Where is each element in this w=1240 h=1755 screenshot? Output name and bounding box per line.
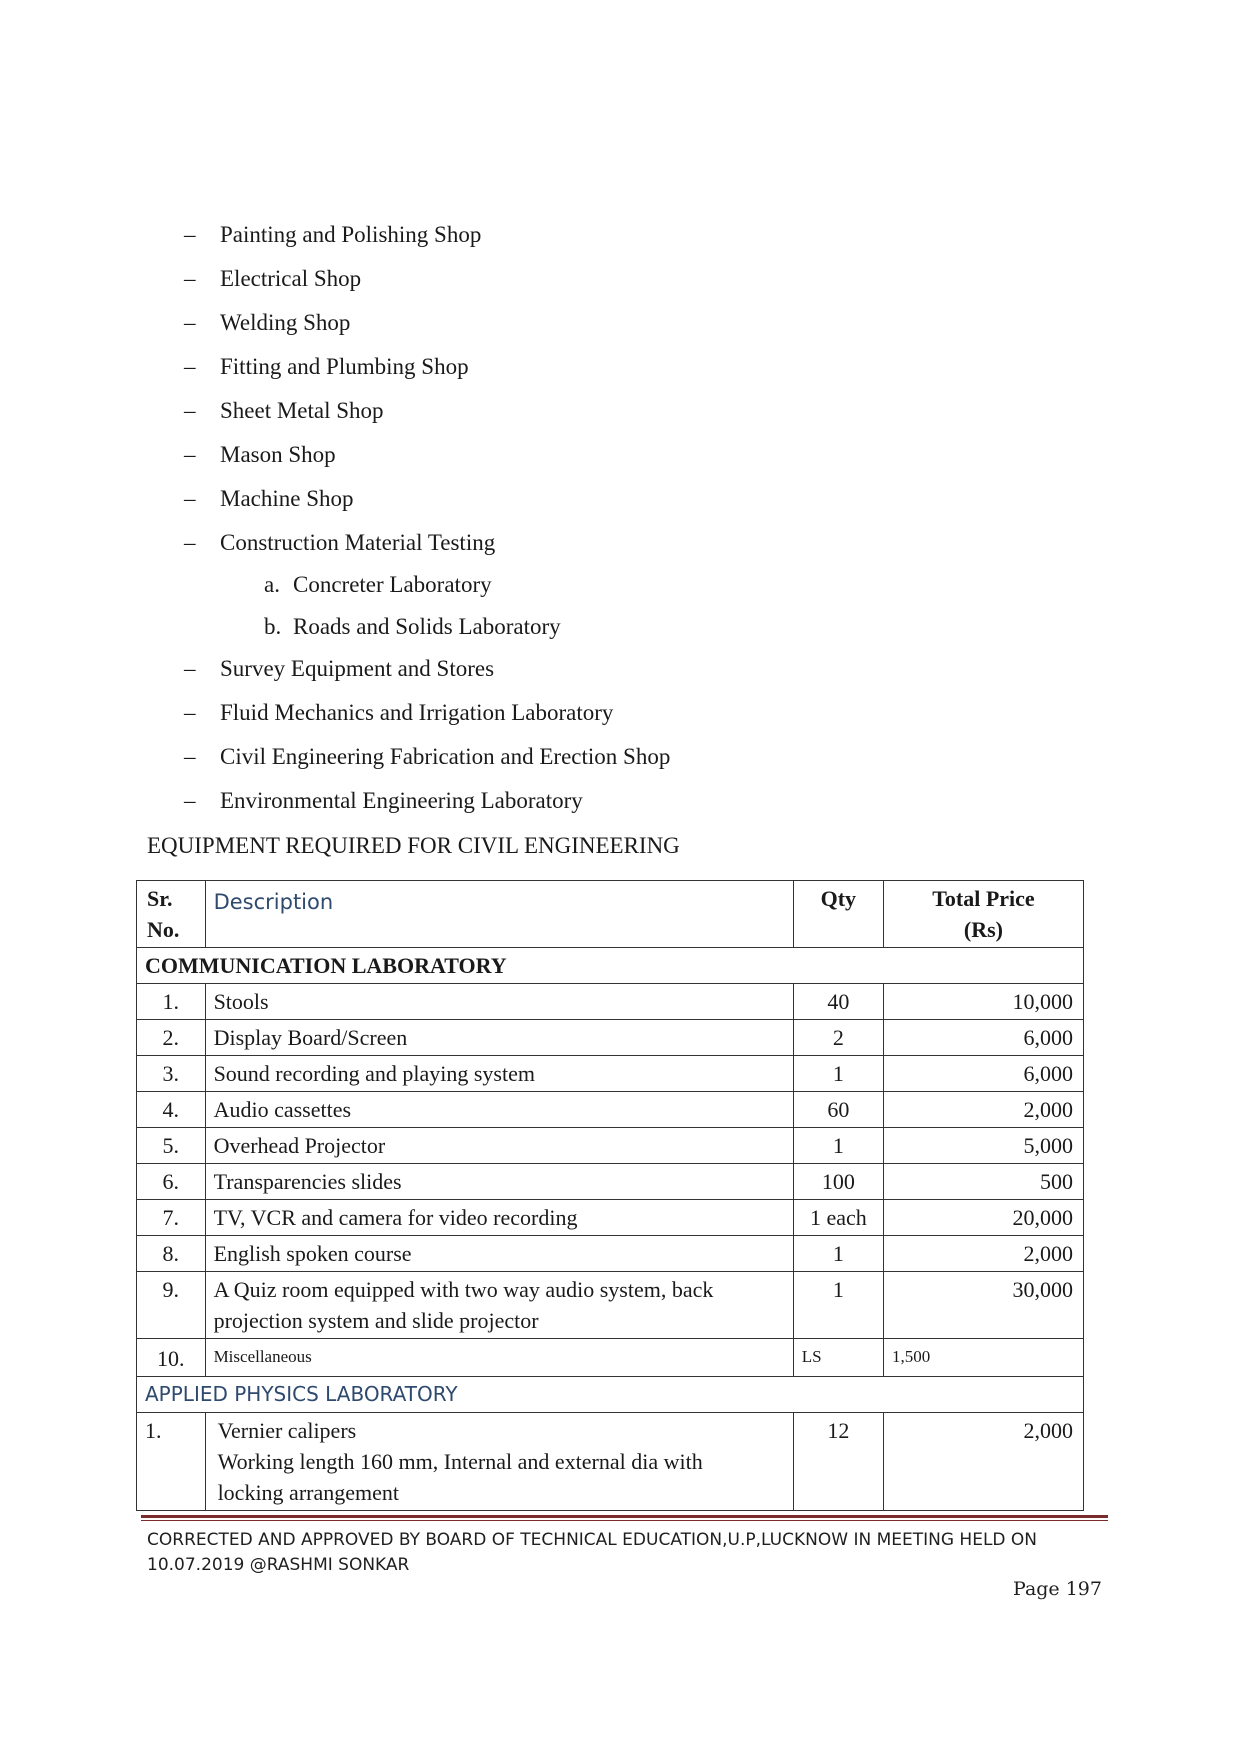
dash-bullet: – bbox=[184, 354, 196, 379]
table-cell: 8. bbox=[137, 1236, 206, 1272]
table-cell: 1,500 bbox=[883, 1339, 1083, 1377]
table-cell: Sound recording and playing system bbox=[205, 1056, 793, 1092]
list-item bbox=[184, 698, 670, 742]
sublist-item-label: Concreter Laboratory bbox=[293, 572, 492, 597]
table-row bbox=[137, 1128, 1084, 1164]
table-cell: 6,000 bbox=[883, 1056, 1083, 1092]
list-item-label: Mason Shop bbox=[220, 442, 336, 467]
table-cell: 1. bbox=[137, 984, 206, 1020]
list-item-label: Electrical Shop bbox=[220, 266, 362, 291]
list-item-label: Painting and Polishing Shop bbox=[220, 222, 482, 247]
dash-bullet: – bbox=[184, 222, 196, 247]
table-row bbox=[137, 1056, 1084, 1092]
table-cell: 4. bbox=[137, 1092, 206, 1128]
table-cell: 2,000 bbox=[883, 1092, 1083, 1128]
table-cell: 10,000 bbox=[883, 984, 1083, 1020]
group-title: COMMUNICATION LABORATORY bbox=[137, 948, 1084, 984]
dash-bullet: – bbox=[184, 486, 196, 511]
dash-bullet: – bbox=[184, 700, 196, 725]
footer-note: CORRECTED AND APPROVED BY BOARD OF TECHNICAL EDUCATION,U.P,LUCKNOW IN MEETING HELD ON 10.07.2019 @RASHMI SONKAR bbox=[147, 1530, 1038, 1575]
list-item bbox=[184, 396, 670, 440]
table-cell: Vernier calipers Working length 160 mm, Internal and external dia with locking arrangement bbox=[205, 1413, 793, 1511]
list-item-label: Fluid Mechanics and Irrigation Laboratory bbox=[220, 700, 614, 725]
header-sr-no: Sr. No. bbox=[137, 881, 206, 948]
table-cell: 1. bbox=[137, 1413, 206, 1511]
header-description: Description bbox=[205, 881, 793, 948]
table-cell: 12 bbox=[793, 1413, 883, 1511]
list-item-label: Machine Shop bbox=[220, 486, 354, 511]
header-qty: Qty bbox=[793, 881, 883, 948]
sublist-item bbox=[184, 612, 670, 654]
table-cell: TV, VCR and camera for video recording bbox=[205, 1200, 793, 1236]
table-cell: 2 bbox=[793, 1020, 883, 1056]
group-title: APPLIED PHYSICS LABORATORY bbox=[137, 1377, 1084, 1413]
table-cell: 500 bbox=[883, 1164, 1083, 1200]
list-item-label: Sheet Metal Shop bbox=[220, 398, 384, 423]
table-row bbox=[137, 1200, 1084, 1236]
table-cell: 1 bbox=[793, 1056, 883, 1092]
sublist-item bbox=[184, 570, 670, 612]
table-row bbox=[137, 1339, 1084, 1377]
table-cell: Overhead Projector bbox=[205, 1128, 793, 1164]
list-item-label: Construction Material Testing bbox=[220, 530, 496, 555]
list-item-label: Environmental Engineering Laboratory bbox=[220, 788, 583, 813]
table-cell: Display Board/Screen bbox=[205, 1020, 793, 1056]
table-cell: A Quiz room equipped with two way audio system, back projection system and slide projector bbox=[205, 1272, 793, 1339]
table-cell: 1 bbox=[793, 1128, 883, 1164]
list-item bbox=[184, 528, 670, 572]
table-cell: 3. bbox=[137, 1056, 206, 1092]
table-cell: 20,000 bbox=[883, 1200, 1083, 1236]
list-item-label: Survey Equipment and Stores bbox=[220, 656, 495, 681]
table-cell: 40 bbox=[793, 984, 883, 1020]
list-item bbox=[184, 742, 670, 786]
table-cell: Stools bbox=[205, 984, 793, 1020]
table-cell: 2,000 bbox=[883, 1236, 1083, 1272]
table-row bbox=[137, 1236, 1084, 1272]
table-row bbox=[137, 1272, 1084, 1339]
list-item bbox=[184, 484, 670, 528]
table-group-row bbox=[137, 948, 1084, 984]
header-total-price: Total Price (Rs) bbox=[883, 881, 1083, 948]
dash-bullet: – bbox=[184, 442, 196, 467]
list-item bbox=[184, 440, 670, 484]
list-item bbox=[184, 654, 670, 698]
dash-bullet: – bbox=[184, 656, 196, 681]
table-cell: 1 bbox=[793, 1236, 883, 1272]
sublist-item-label: Roads and Solids Laboratory bbox=[293, 614, 561, 639]
table-cell: 5,000 bbox=[883, 1128, 1083, 1164]
dash-bullet: – bbox=[184, 310, 196, 335]
table-cell: Transparencies slides bbox=[205, 1164, 793, 1200]
list-item bbox=[184, 352, 670, 396]
table-header-row bbox=[137, 881, 1084, 948]
dash-bullet: – bbox=[184, 398, 196, 423]
sub-mark: a. bbox=[264, 572, 280, 597]
table-cell: English spoken course bbox=[205, 1236, 793, 1272]
table-cell: 9. bbox=[137, 1272, 206, 1339]
footer-divider bbox=[141, 1515, 1108, 1521]
table-row bbox=[137, 984, 1084, 1020]
list-item bbox=[184, 264, 670, 308]
table-cell: 60 bbox=[793, 1092, 883, 1128]
table-row bbox=[137, 1092, 1084, 1128]
list-item bbox=[184, 308, 670, 352]
table-cell: Audio cassettes bbox=[205, 1092, 793, 1128]
list-item bbox=[184, 786, 670, 830]
dash-bullet: – bbox=[184, 266, 196, 291]
table-row bbox=[137, 1413, 1084, 1511]
list-item bbox=[184, 220, 670, 264]
table-cell: 2. bbox=[137, 1020, 206, 1056]
table-group-row bbox=[137, 1377, 1084, 1413]
table-row bbox=[137, 1164, 1084, 1200]
table-cell: 7. bbox=[137, 1200, 206, 1236]
table-cell: 6. bbox=[137, 1164, 206, 1200]
dash-bullet: – bbox=[184, 530, 196, 555]
dash-bullet: – bbox=[184, 788, 196, 813]
dash-bullet: – bbox=[184, 744, 196, 769]
table-cell: 10. bbox=[137, 1339, 206, 1377]
table-cell: 30,000 bbox=[883, 1272, 1083, 1339]
table-row bbox=[137, 1020, 1084, 1056]
table-cell: 5. bbox=[137, 1128, 206, 1164]
table-cell: 2,000 bbox=[883, 1413, 1083, 1511]
table-cell: 1 each bbox=[793, 1200, 883, 1236]
section-heading: EQUIPMENT REQUIRED FOR CIVIL ENGINEERING bbox=[147, 833, 680, 858]
page-number: Page 197 bbox=[1013, 1578, 1102, 1600]
list-item-label: Welding Shop bbox=[220, 310, 351, 335]
table-cell: Miscellaneous bbox=[205, 1339, 793, 1377]
sub-mark: b. bbox=[264, 614, 282, 639]
equipment-table bbox=[136, 880, 1084, 1511]
table-cell: 100 bbox=[793, 1164, 883, 1200]
list-item-label: Civil Engineering Fabrication and Erection Shop bbox=[220, 744, 671, 769]
table-cell: LS bbox=[793, 1339, 883, 1377]
table-cell: 6,000 bbox=[883, 1020, 1083, 1056]
shop-list bbox=[184, 220, 670, 830]
table-cell: 1 bbox=[793, 1272, 883, 1339]
list-item-label: Fitting and Plumbing Shop bbox=[220, 354, 469, 379]
